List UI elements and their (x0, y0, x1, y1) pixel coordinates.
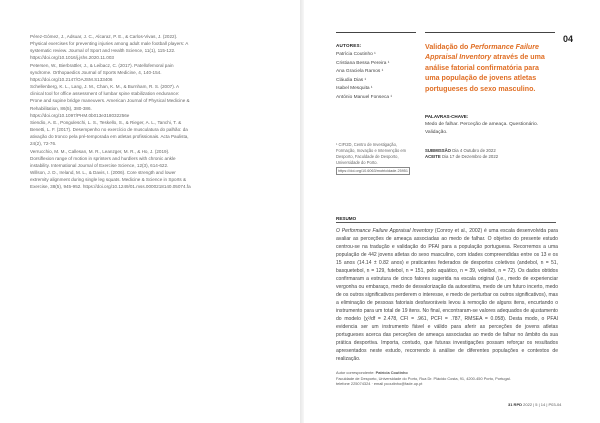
divider (336, 32, 416, 33)
author-name: António Manuel Fonseca ¹ (336, 94, 392, 100)
page-footer (508, 402, 561, 407)
doi-link[interactable]: https://doi.org/10.6063/motricidade.25951 (337, 169, 409, 173)
footer-issue: 2022 | 5 | 14 | P03-04 (523, 402, 562, 407)
reference-entry: Schellenberg, K. L., Lang, J. M., Chan, K. M., & Burnham, R. S. (2007). A clinical tool for office assessment of lumbar spine stabilization endurance: Prone and supine bridge maneuvers. American Journal of Physical Medicine & Rehabilitation, 86(5), 380-386. https://doi.org/10.1097/PHM.0b013e318032256e (30, 84, 190, 118)
author-name: Cristiana Bessa Pereira ¹ (336, 60, 390, 66)
title-prefix: Validação do (425, 43, 471, 51)
reference-entry: Pérez-Gómez, J., Adsuar, J. C., Alcaraz, P. E., & Carlos-Vivas, J. (2022). Physical exercises for preventing injuries among adult male football players: A systematic review. Journal of Sport and Health Science, 11(1), 115-122. https://doi.org/10.1016/j.jshs.2020.11.003 (30, 34, 189, 61)
correspondence-address: Faculdade de Desporto, Universidade do Porto, Rua Dr. Plácido Costa, 91, 4200-450 Porto, Portugal. (336, 375, 511, 381)
reference-entry: Willson, J. D., Ireland, M. L., & Davis, I. (2006). Core strength and lower extremity alignment during single leg squats. Medicine & Science in Sports & Exercise, 38(5), 945-952. https://doi.org/10.1249/01.mss.0000218140.05074.fa (30, 169, 191, 190)
accepted-date: Dia 17 de Dezembro de 2022 (441, 153, 499, 159)
page-number: 04 (563, 34, 574, 44)
footer-journal: 31 RPD (508, 402, 523, 407)
references-list (30, 33, 192, 190)
abstract-body: (Conroy et al., 2002) é uma escala desenvolvida para avaliar as perceções de ameaça associadas ao medo de falhar. O objetivo do presente estudo centrou-se na tradução e validação do PFAI para a população portuguesa. Recorremos a uma população de 442 jovens atletas do sexo masculino, com idades compreendidas entre os 13 e os 15 anos (14.14 ± 0.82 anos) e praticantes federados de desportos coletivos (andebol, n = 51, basquetebol, n = 129, futebol, n = 151, polo aquático, n = 39, voleibol, n = 72). Os dados obtidos confirmaram a estrutura de cinco fatores sugerida na escala original (i.e., medo de experienciar vergonha ou embaraço, medo de desvalorização da autoestima, medo de um futuro incerto, medo de os outros significativos perderem o interesse, e medo de perturbar os outros significativos), mas a eliminação de pessoas fatoriais desfavoráveis levou à remoção de alguns itens, encurtando o instrumento para um total de 19 itens. No final, encontraram-se valores adequados de ajustamento do modelo (χ²/df = 2.478, CFI = .961, PCFI = .787, RMSEA = 0.058). Desta modo, o PFAI evidencia ser um instrumento fiável e válido para aferir as perceções de jovens atletas portugueses acerca das perceções de ameaça associadas ao medo de falhar no âmbito da sua prática desportiva. Importa, contudo, que futuras investigações possam reforçar os resultados apresentados neste estudo, recorrendo à análise de diferentes populações e contextos de realização. (336, 228, 558, 362)
affiliation: ¹ CIFI2D, Centro de Investigação, Formação, Inovação e Intervenção em Desporto, Faculdade de Desporto, Universidade do Porto. (336, 142, 407, 165)
book-gutter (300, 0, 304, 423)
keywords-heading: PALAVRAS-CHAVE: (425, 114, 469, 119)
abstract-text (336, 227, 558, 363)
correspondence-name: Patrícia Coutinho (375, 370, 408, 375)
divider (425, 32, 555, 33)
article-title (425, 42, 555, 94)
title-suffix: através de uma análise fatorial confirmatória para uma população de jovens atletas portugueses do sexo masculino. (425, 53, 545, 93)
reference-entry: Verrucchio, M. M., Callesan, M. R., Leanzger, M. R., & Ho, J. (2019). Dorsiflexion range of motion in sprinters and hurdlers with chronic ankle instability. International Journal of Exercise Science, 12(3), 614-622. (30, 148, 176, 168)
reference-entry: Petersen, W., Bierbrattler, J., & Leibacz, C. (2017). Patellofemoral pain syndrome. Orthopaedics Journal of Sports Medicine, 4, 140-154. https://doi.org/10.2147/OAJSM.S133406 (30, 62, 174, 82)
divider (336, 222, 556, 223)
correspondence (336, 370, 558, 387)
submitted-label: SUBMISSÃO (425, 148, 452, 153)
keywords: Medo de falhar. Perceção de ameaça. Questionário. Validação. (425, 122, 539, 136)
correspondence-label: Autor correspondente: (336, 370, 375, 375)
correspondence-contact: telefone 225074324 · email pcoutinho@fade.up.pt (336, 381, 423, 387)
abstract-italic: O Performance Failure Appraisal Inventory (336, 228, 434, 234)
abstract-heading: RESUMO (336, 216, 357, 221)
title-italic: Performance Failure Appraisal Inventory (425, 43, 539, 62)
authors-list (336, 51, 416, 102)
author-name: Patrícia Coutinho ¹ (336, 52, 376, 57)
author-name: Isabel Mesquita ¹ (336, 86, 373, 91)
authors-heading: AUTORES: (336, 43, 362, 48)
accepted-label: ACEITE (425, 153, 441, 159)
author-name: Cláudia Dias ¹ (336, 77, 367, 83)
reference-entry: Siendio, A. E., Ponguleschi, L. S., Teskello, S., & Rieger, A. L., Tanchi, T. & Benetti, L. F. (2017). Desempenho no exercício de musculatura do palhão: da ativação do tronco pela pré-temporada em atletas profissionais. Acta Paulista, 24(2), 72-76. (30, 119, 189, 147)
author-name: Ana Graciela Ramos ¹ (336, 69, 384, 74)
submission-dates (425, 148, 555, 160)
submitted-date: Dia 4 Outubro de 2022 (452, 148, 496, 153)
